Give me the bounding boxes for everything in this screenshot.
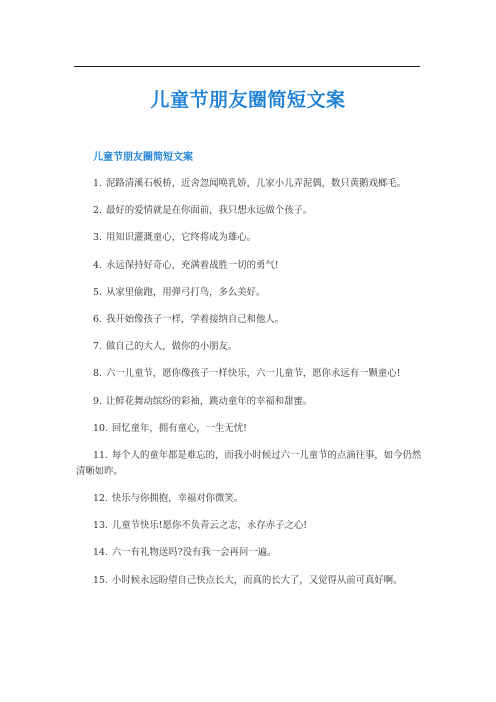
item-text: 快乐与你拥抱，幸福对你微笑。 [111,493,244,505]
list-item [93,176,423,192]
section-heading: 儿童节朋友圈简短文案 [93,152,193,163]
item-number: 1. [93,178,102,189]
list-item [93,203,423,219]
list-item [93,312,423,328]
item-text: 六一有礼物送吗?没有我一会再问一遍。 [111,547,277,559]
item-number: 12. [93,493,108,505]
item-text: 小时候永远盼望自己快点长大，而真的长大了，又觉得从前可真好啊。 [111,574,403,586]
header-rule [74,66,420,67]
item-text: 每个人的童年都是难忘的，而我小时候过六一儿童节的点滴往事，如今仍然清晰如昨。 [76,449,422,477]
item-text: 做自己的大人，做你的小朋友。 [105,341,238,353]
item-text: 用知识灌溉童心，它终将成为雄心。 [105,232,256,244]
item-text: 回忆童年，拥有童心，一生无忧! [111,422,247,434]
list-item [93,573,423,589]
item-text: 我开始像孩子一样，学着接纳自己和他人。 [105,313,285,325]
item-number: 7. [93,341,102,353]
item-text: 儿童节快乐!愿你不负青云之志，永存赤子之心! [111,520,307,532]
item-text: 最好的爱情就是在你面前，我只想永远做个孩子。 [105,205,313,217]
item-number: 8. [93,368,102,380]
item-text: 六一儿童节，愿你像孩子一样快乐，六一儿童节，愿你永远有一颗童心! [105,368,401,380]
list-item [93,518,423,534]
list-item [93,230,423,246]
item-number: 6. [93,313,102,325]
item-number: 13. [93,520,108,532]
item-number: 15. [93,574,108,586]
item-number: 10. [93,422,108,434]
list-item [93,491,423,507]
item-text: 让鲜花舞动缤纷的彩袖，跳动童年的幸福和甜蜜。 [105,395,313,407]
list-item [93,258,423,274]
list-item [76,448,423,480]
item-text: 从家里偷跑，用弹弓打鸟，多么美好。 [105,286,266,298]
item-number: 2. [93,205,102,217]
item-number: 9. [93,395,102,407]
list-item [93,285,423,301]
item-number: 5. [93,286,102,298]
copy-list [76,176,423,600]
item-number: 14. [93,547,108,559]
item-number: 3. [93,232,102,244]
list-item [93,394,423,410]
item-text: 永远保持好奇心，充满着战胜一切的勇气! [105,259,279,271]
item-number: 11. [93,449,108,461]
list-item [93,545,423,561]
item-text: 泥路清溪石板桥，近舍忽闻唤乳娇，儿家小儿弄泥偶，数只黄鹅戏榔毛。 [105,178,406,189]
item-number: 4. [93,259,102,271]
list-item [93,366,423,382]
list-item [93,339,423,355]
list-item [93,421,423,437]
page-title: 儿童节朋友圈简短文案 [150,89,346,111]
